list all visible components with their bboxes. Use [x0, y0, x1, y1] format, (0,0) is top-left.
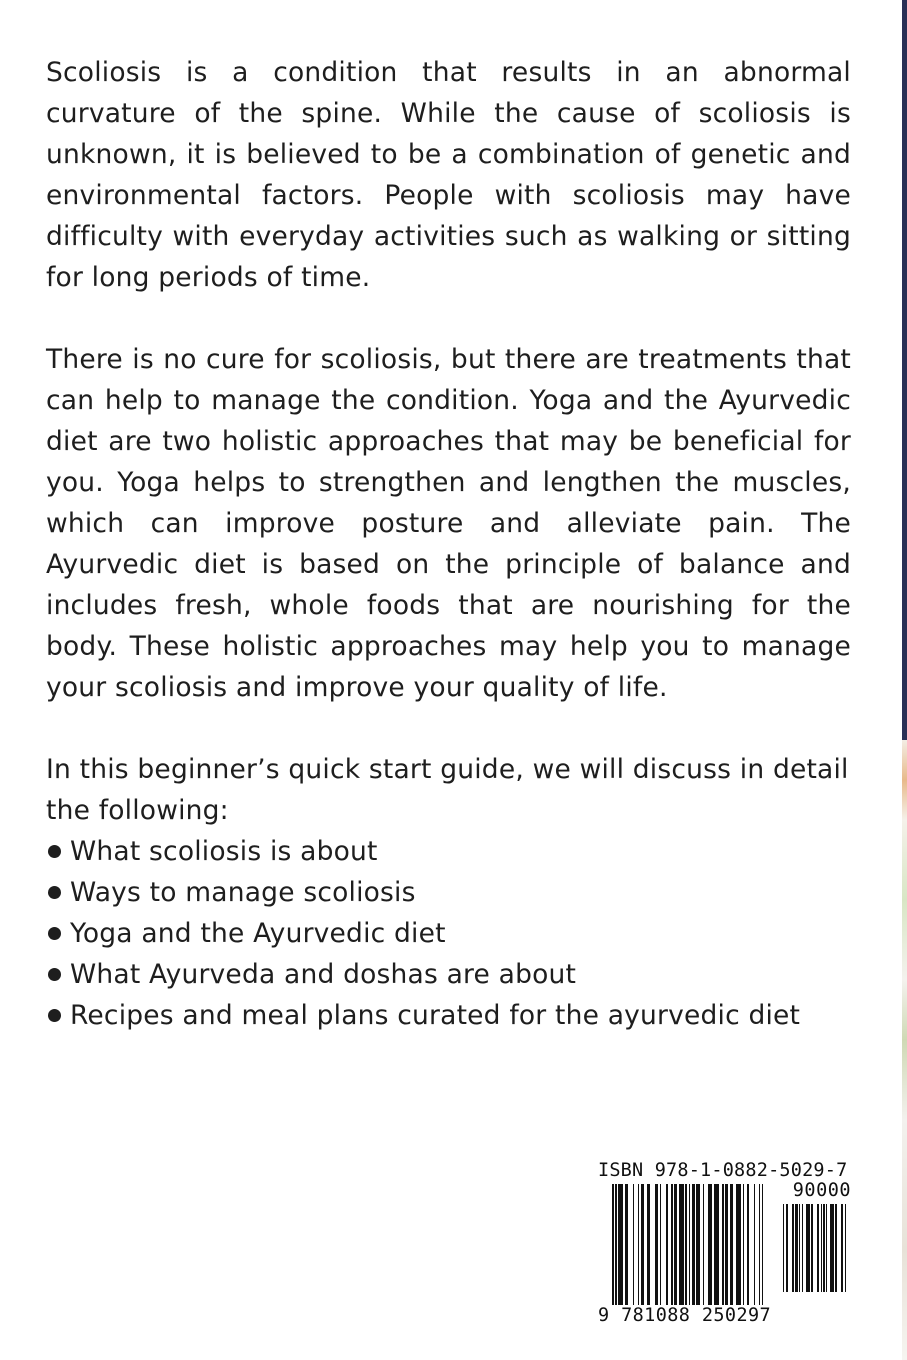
topic-list	[46, 831, 851, 1036]
paragraph-2: There is no cure for scoliosis, but there are treatments that can help to manage the condition. Yoga and the Ayurvedic diet are two holistic approaches that may be beneficial for you. Yoga helps to strengthen and lengthen the muscles, which can improve posture and alleviate pain. The Ayurvedic diet is based on the principle of balance and includes fresh, whole foods that are nourishing for the body. These holistic approaches may help you to manage your scoliosis and improve your quality of life.	[46, 344, 851, 703]
guide-intro: In this beginner’s quick start guide, we will discuss in detail the following:	[46, 754, 849, 826]
list-item: Yoga and the Ayurvedic diet	[46, 913, 851, 954]
bullet-icon	[48, 927, 61, 940]
cover-spine-edge	[902, 0, 907, 1360]
barcode-bar	[762, 1184, 764, 1317]
isbn-barcode	[598, 1160, 853, 1328]
paragraph-1: Scoliosis is a condition that results in an abnormal curvature of the spine. While the cause of scoliosis is unknown, it is believed to be a combination of genetic and environmental factors. People with scoliosis may have difficulty with everyday activities such as walking or sitting for long periods of time.	[46, 57, 851, 293]
list-item: Recipes and meal plans curated for the ayurvedic diet	[46, 995, 851, 1036]
barcode-digits: 9 781088 250297	[598, 1305, 772, 1326]
isbn-label: ISBN 978-1-0882-5029-7	[598, 1160, 848, 1181]
list-item: What Ayurveda and doshas are about	[46, 954, 851, 995]
bullet-icon	[48, 845, 61, 858]
bullet-icon	[48, 968, 61, 981]
barcode-bars	[612, 1184, 763, 1309]
bullet-icon	[48, 886, 61, 899]
list-item: Ways to manage scoliosis	[46, 872, 851, 913]
back-cover-text	[46, 52, 851, 1036]
bullet-icon	[48, 1009, 61, 1022]
list-item: What scoliosis is about	[46, 831, 851, 872]
barcode-addon-number: 90000	[792, 1180, 851, 1201]
barcode-addon-bars	[783, 1204, 846, 1292]
barcode-addon-bar	[845, 1204, 846, 1292]
